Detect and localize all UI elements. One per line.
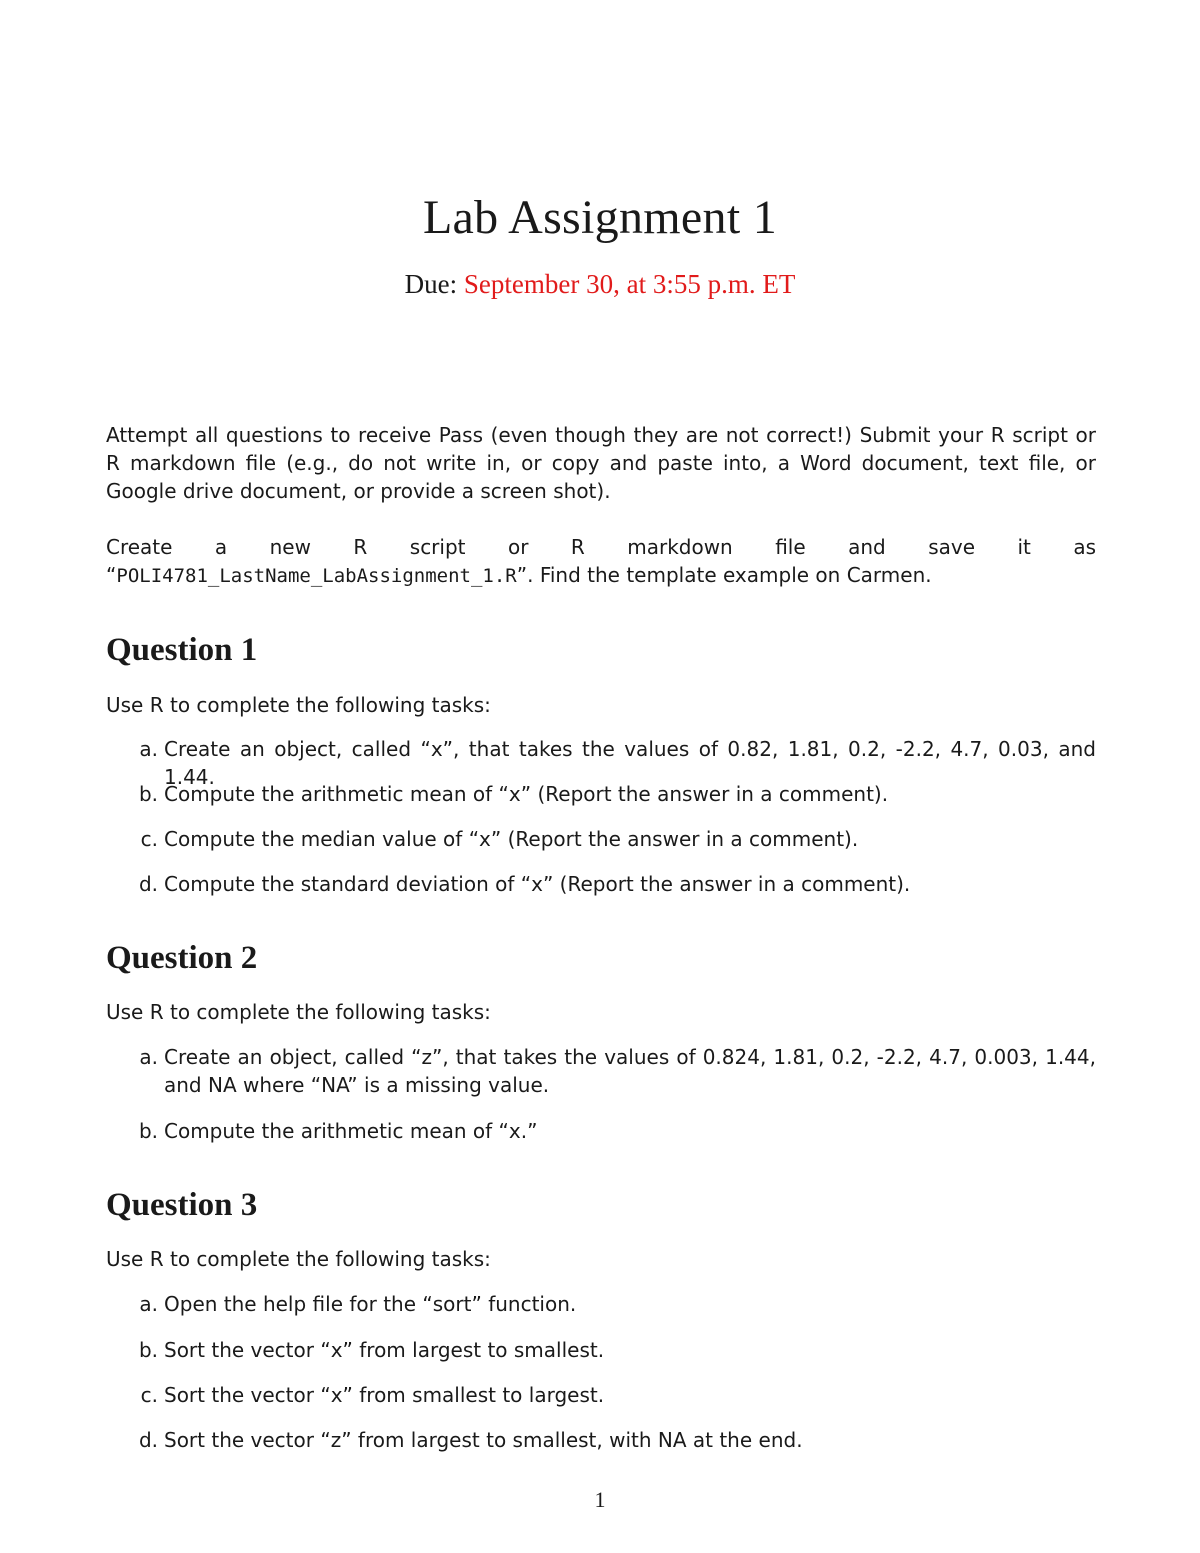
task-text: Sort the vector “x” from smallest to largest.: [164, 1383, 605, 1407]
question-3-task-a: [130, 1290, 1096, 1318]
task-marker: c.: [140, 827, 158, 851]
question-1-heading: Question 1: [106, 632, 258, 668]
task-marker: a.: [139, 737, 158, 761]
intro-paragraph: Attempt all questions to receive Pass (even though they are not correct!) Submit your R script or R markdown file (e.g., do not write in, or copy and paste into, a Word document, text file, or Google drive document, or provide a screen shot).: [106, 423, 1096, 503]
question-3-task-b: [130, 1336, 1096, 1364]
task-text: Compute the median value of “x” (Report the answer in a comment).: [164, 827, 859, 851]
instructions-paragraph: [106, 533, 1096, 590]
question-2-lead: Use R to complete the following tasks:: [106, 1000, 491, 1024]
question-1-task-c: [130, 825, 1096, 853]
document-title: Lab Assignment 1: [422, 191, 778, 244]
question-3-task-d: [130, 1426, 1096, 1454]
page-number: 1: [594, 1487, 606, 1512]
task-text: Sort the vector “x” from largest to smallest.: [164, 1338, 605, 1362]
task-marker: d.: [138, 1428, 158, 1452]
task-text: Compute the standard deviation of “x” (Report the answer in a comment).: [164, 872, 911, 896]
question-1-task-b: [130, 780, 1096, 808]
filename: POLI4781_LastName_LabAssignment_1.R: [116, 565, 517, 587]
task-text: Compute the arithmetic mean of “x.”: [164, 1119, 538, 1143]
instructions-text-before: Create a new R script or R markdown file and save it as “: [106, 535, 1096, 587]
task-marker: a.: [139, 1292, 158, 1316]
task-text: Create an object, called “x”, that takes the values of 0.82, 1.81, 0.2, -2.2, 4.7, 0.03, and 1.44.: [164, 737, 1096, 789]
task-marker: b.: [138, 1119, 158, 1143]
question-3-lead: Use R to complete the following tasks:: [106, 1247, 491, 1271]
due-line: [0, 266, 1200, 302]
task-marker: a.: [139, 1045, 158, 1069]
task-marker: b.: [138, 782, 158, 806]
question-3-task-c: [130, 1381, 1096, 1409]
task-text: Open the help file for the “sort” function.: [164, 1292, 577, 1316]
question-2-heading: Question 2: [106, 940, 258, 976]
question-1-lead: Use R to complete the following tasks:: [106, 693, 491, 717]
task-marker: c.: [140, 1383, 158, 1407]
task-text: Sort the vector “z” from largest to smallest, with NA at the end.: [164, 1428, 803, 1452]
task-marker: b.: [138, 1338, 158, 1362]
task-text: Create an object, called “z”, that takes the values of 0.824, 1.81, 0.2, -2.2, 4.7, 0.003, 1.44, and NA where “NA” is a missing value.: [164, 1045, 1096, 1097]
instructions-text-after: ”. Find the template example on Carmen.: [516, 563, 932, 587]
task-text: Compute the arithmetic mean of “x” (Report the answer in a comment).: [164, 782, 889, 806]
question-2-task-a: [130, 1043, 1096, 1099]
task-marker: d.: [138, 872, 158, 896]
due-date: September 30, at 3:55 p.m. ET: [463, 269, 796, 299]
question-2-task-b: [130, 1117, 1096, 1145]
question-1-task-d: [130, 870, 1096, 898]
due-label: Due:: [404, 269, 464, 299]
question-3-heading: Question 3: [106, 1187, 258, 1223]
